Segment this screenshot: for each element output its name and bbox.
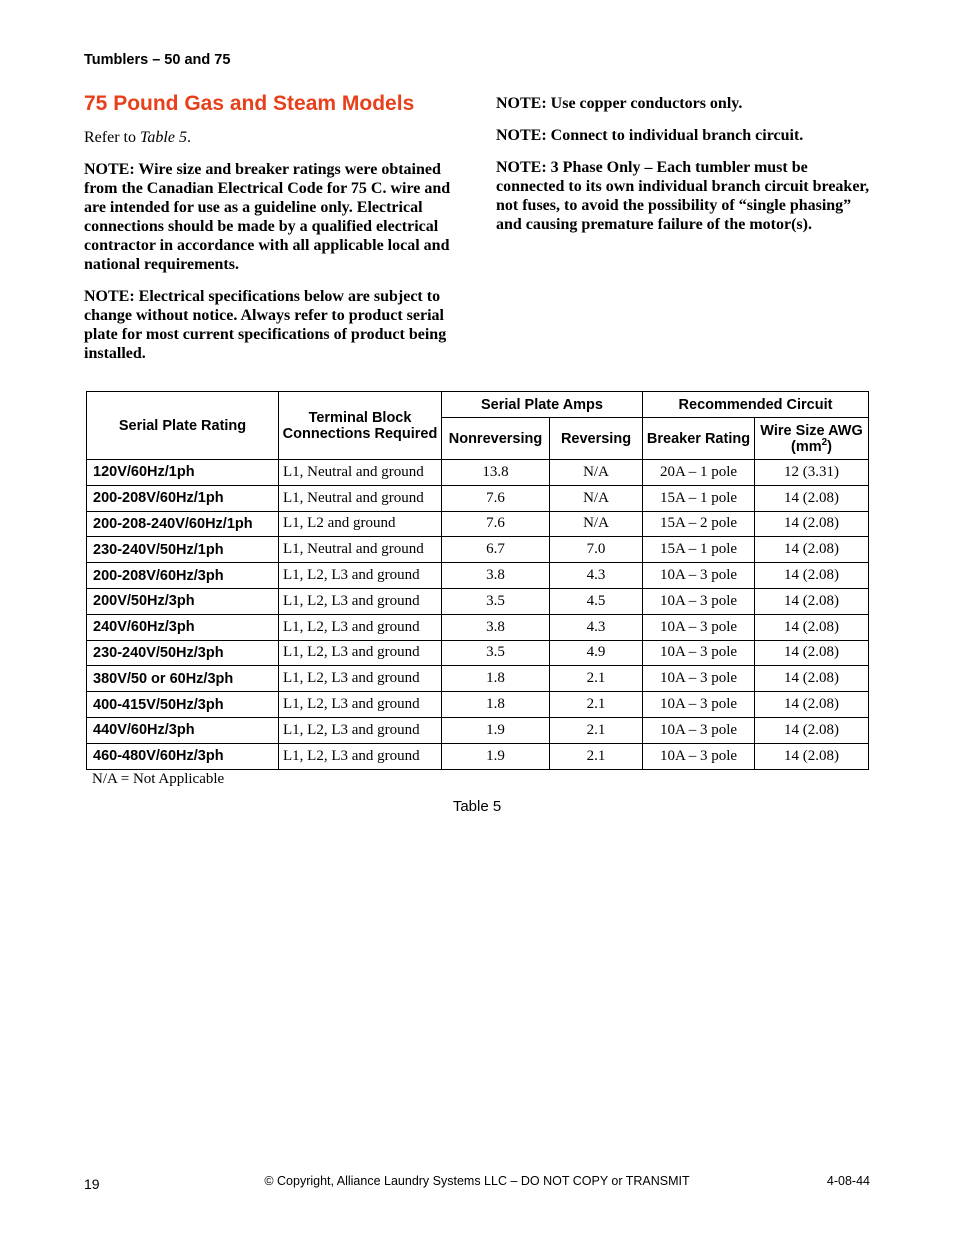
header-reversing: Reversing xyxy=(550,418,643,460)
cell-connections: L1, L2, L3 and ground xyxy=(279,563,442,589)
cell-nonreversing: 1.9 xyxy=(442,717,550,743)
table-row xyxy=(87,588,869,614)
cell-breaker: 10A – 3 pole xyxy=(643,743,755,769)
cell-connections: L1, L2 and ground xyxy=(279,511,442,537)
cell-nonreversing: 3.8 xyxy=(442,563,550,589)
table-row xyxy=(87,460,869,486)
running-header: Tumblers – 50 and 75 xyxy=(84,52,231,68)
document-number: 4-08-44 xyxy=(826,1174,870,1188)
cell-wire-size: 14 (2.08) xyxy=(755,537,869,563)
wire-size-end: ) xyxy=(827,438,833,455)
cell-nonreversing: 7.6 xyxy=(442,511,550,537)
cell-breaker: 15A – 1 pole xyxy=(643,485,755,511)
cell-rating: 200V/50Hz/3ph xyxy=(87,588,279,614)
cell-breaker: 10A – 3 pole xyxy=(643,563,755,589)
cell-breaker: 15A – 2 pole xyxy=(643,511,755,537)
cell-wire-size: 12 (3.31) xyxy=(755,460,869,486)
note-wire-size: NOTE: Wire size and breaker ratings were obtained from the Canadian Electrical Code for 75 C. wire and are intended for use as a guideline only. Electrical connections should be made by a qualified electrical contractor in accordance with all applicable local and national requirements. xyxy=(84,161,451,273)
cell-rating: 200-208V/60Hz/1ph xyxy=(87,485,279,511)
table-caption: Table 5 xyxy=(452,798,502,815)
cell-breaker: 20A – 1 pole xyxy=(643,460,755,486)
cell-reversing: N/A xyxy=(550,511,643,537)
table-body xyxy=(87,460,869,770)
cell-reversing: 4.3 xyxy=(550,614,643,640)
table-row xyxy=(87,537,869,563)
cell-connections: L1, L2, L3 and ground xyxy=(279,640,442,666)
table-row xyxy=(87,485,869,511)
cell-reversing: 4.3 xyxy=(550,563,643,589)
cell-wire-size: 14 (2.08) xyxy=(755,614,869,640)
header-recommended-circuit: Recommended Circuit xyxy=(643,392,869,418)
cell-reversing: 4.9 xyxy=(550,640,643,666)
header-terminal-block: Terminal Block Connections Required xyxy=(279,392,442,460)
note-copper: NOTE: Use copper conductors only. xyxy=(496,95,743,112)
table-row xyxy=(87,640,869,666)
cell-connections: L1, L2, L3 and ground xyxy=(279,717,442,743)
cell-breaker: 15A – 1 pole xyxy=(643,537,755,563)
cell-rating: 230-240V/50Hz/1ph xyxy=(87,537,279,563)
cell-reversing: N/A xyxy=(550,485,643,511)
copyright-notice: © Copyright, Alliance Laundry Systems LLC – DO NOT COPY or TRANSMIT xyxy=(264,1174,690,1188)
note-branch-circuit: NOTE: Connect to individual branch circuit. xyxy=(496,127,804,144)
table-note: N/A = Not Applicable xyxy=(92,771,225,787)
cell-nonreversing: 7.6 xyxy=(442,485,550,511)
cell-connections: L1, L2, L3 and ground xyxy=(279,743,442,769)
refer-label: Refer to xyxy=(84,129,136,146)
cell-nonreversing: 1.8 xyxy=(442,692,550,718)
table-row xyxy=(87,717,869,743)
cell-rating: 230-240V/50Hz/3ph xyxy=(87,640,279,666)
cell-rating: 200-208V/60Hz/3ph xyxy=(87,563,279,589)
cell-nonreversing: 1.9 xyxy=(442,743,550,769)
cell-wire-size: 14 (2.08) xyxy=(755,563,869,589)
cell-rating: 120V/60Hz/1ph xyxy=(87,460,279,486)
page-number: 19 xyxy=(84,1176,100,1192)
header-wire-size xyxy=(755,418,869,460)
cell-breaker: 10A – 3 pole xyxy=(643,588,755,614)
cell-wire-size: 14 (2.08) xyxy=(755,717,869,743)
cell-connections: L1, Neutral and ground xyxy=(279,460,442,486)
cell-connections: L1, L2, L3 and ground xyxy=(279,692,442,718)
table-row xyxy=(87,563,869,589)
cell-connections: L1, Neutral and ground xyxy=(279,485,442,511)
cell-reversing: 2.1 xyxy=(550,666,643,692)
cell-connections: L1, Neutral and ground xyxy=(279,537,442,563)
note-three-phase: NOTE: 3 Phase Only – Each tumbler must be connected to its own individual branch circuit breaker, not fuses, to avoid the possibility of “single phasing” and causing premature failure of the motor(s). xyxy=(496,159,870,233)
refer-text xyxy=(84,128,454,147)
section-title: 75 Pound Gas and Steam Models xyxy=(84,92,415,115)
cell-breaker: 10A – 3 pole xyxy=(643,717,755,743)
cell-nonreversing: 6.7 xyxy=(442,537,550,563)
cell-wire-size: 14 (2.08) xyxy=(755,511,869,537)
cell-rating: 240V/60Hz/3ph xyxy=(87,614,279,640)
cell-reversing: N/A xyxy=(550,460,643,486)
header-breaker-rating: Breaker Rating xyxy=(643,418,755,460)
cell-breaker: 10A – 3 pole xyxy=(643,640,755,666)
table-row xyxy=(87,692,869,718)
cell-breaker: 10A – 3 pole xyxy=(643,666,755,692)
table-row xyxy=(87,511,869,537)
cell-connections: L1, L2, L3 and ground xyxy=(279,666,442,692)
right-column xyxy=(496,94,876,247)
cell-wire-size: 14 (2.08) xyxy=(755,588,869,614)
refer-end: . xyxy=(186,129,191,146)
cell-reversing: 2.1 xyxy=(550,692,643,718)
header-serial-plate-amps: Serial Plate Amps xyxy=(442,392,643,418)
cell-reversing: 2.1 xyxy=(550,717,643,743)
wire-size-superscript: 2 xyxy=(821,436,828,448)
cell-reversing: 4.5 xyxy=(550,588,643,614)
cell-wire-size: 14 (2.08) xyxy=(755,485,869,511)
left-column xyxy=(84,90,454,376)
cell-wire-size: 14 (2.08) xyxy=(755,666,869,692)
cell-reversing: 7.0 xyxy=(550,537,643,563)
cell-rating: 400-415V/50Hz/3ph xyxy=(87,692,279,718)
cell-rating: 460-480V/60Hz/3ph xyxy=(87,743,279,769)
cell-nonreversing: 13.8 xyxy=(442,460,550,486)
cell-wire-size: 14 (2.08) xyxy=(755,640,869,666)
header-serial-plate-rating: Serial Plate Rating xyxy=(87,392,279,460)
cell-nonreversing: 3.5 xyxy=(442,640,550,666)
note-specifications: NOTE: Electrical specifications below are subject to change without notice. Always refer to product serial plate for most current specifications of product being installed. xyxy=(84,288,447,362)
cell-nonreversing: 3.8 xyxy=(442,614,550,640)
cell-rating: 380V/50 or 60Hz/3ph xyxy=(87,666,279,692)
cell-nonreversing: 1.8 xyxy=(442,666,550,692)
cell-breaker: 10A – 3 pole xyxy=(643,692,755,718)
cell-wire-size: 14 (2.08) xyxy=(755,743,869,769)
cell-rating: 200-208-240V/60Hz/1ph xyxy=(87,511,279,537)
cell-reversing: 2.1 xyxy=(550,743,643,769)
table-row xyxy=(87,666,869,692)
cell-rating: 440V/60Hz/3ph xyxy=(87,717,279,743)
wire-size-label: Wire Size AWG (mm xyxy=(760,422,863,455)
cell-connections: L1, L2, L3 and ground xyxy=(279,614,442,640)
electrical-spec-table xyxy=(86,391,869,770)
cell-wire-size: 14 (2.08) xyxy=(755,692,869,718)
table-reference-link[interactable]: Table 5 xyxy=(139,129,187,146)
cell-breaker: 10A – 3 pole xyxy=(643,614,755,640)
header-nonreversing: Nonreversing xyxy=(442,418,550,460)
cell-nonreversing: 3.5 xyxy=(442,588,550,614)
table-row xyxy=(87,614,869,640)
table-row xyxy=(87,743,869,769)
cell-connections: L1, L2, L3 and ground xyxy=(279,588,442,614)
